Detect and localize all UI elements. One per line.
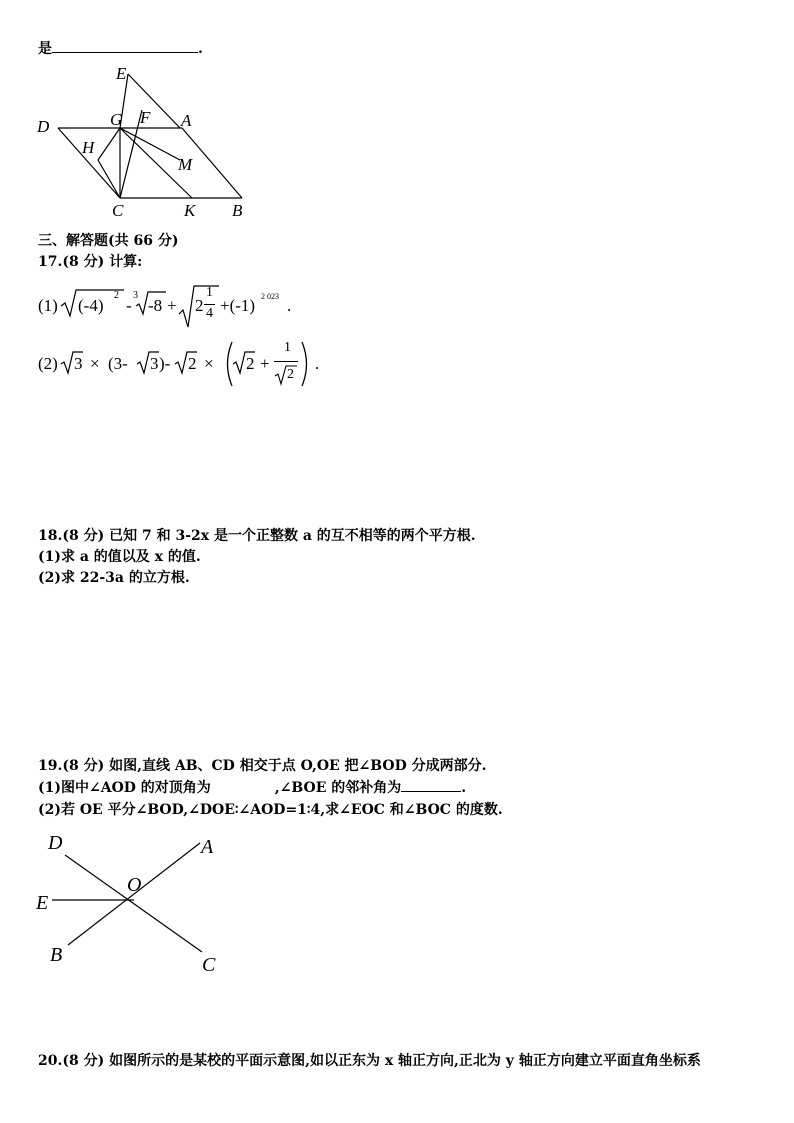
section-3-heading: 三、解答题(共 66 分)	[38, 233, 179, 249]
label-G: G	[110, 110, 123, 129]
q17-1-label: (1)	[38, 296, 58, 315]
q17-1-cbrt-index: 3	[133, 290, 138, 301]
q17-2-frac-num: 1	[284, 340, 291, 355]
q18-part1: (1)求 a 的值以及 x 的值.	[38, 549, 201, 565]
q17-1-root1-exp: 2	[114, 290, 119, 301]
q19-part1-b: ,∠BOE 的邻补角为	[274, 780, 402, 796]
q17-1-cbrt-inner: -8	[148, 296, 163, 315]
label-E: E	[116, 64, 127, 83]
q17-2-sqrt2: 2	[188, 354, 197, 373]
q17-expression-1	[38, 284, 338, 332]
label-M: M	[178, 155, 193, 174]
label-D: D	[48, 832, 63, 854]
q17-1-frac-den: 4	[206, 306, 213, 321]
segment-FC	[120, 110, 142, 198]
segment-GH	[98, 128, 120, 160]
q17-header: 17.(8 分) 计算:	[38, 254, 143, 270]
segment-HC	[98, 160, 120, 198]
q16-answer-line	[38, 38, 203, 58]
q18-part2: (2)求 22-3a 的立方根.	[38, 570, 190, 586]
q17-2-label: (2)	[38, 354, 58, 373]
q16-suffix: .	[198, 41, 203, 57]
q17-1-mixed-whole: 2	[195, 296, 204, 315]
label-F: F	[140, 108, 151, 127]
q17-2-sqrt3: 3	[74, 354, 83, 373]
figure-q19-intersecting-lines	[30, 825, 230, 980]
q17-1-end: .	[287, 296, 292, 315]
q19-part1-end: .	[461, 780, 467, 796]
q17-2-times2: ×	[204, 354, 214, 373]
q17-1-root1-inner: (-4)	[78, 296, 104, 315]
q17-2-sqrt3b: 3	[150, 354, 159, 373]
q17-1-tail-base: +(-1)	[220, 296, 256, 315]
q17-2-close-minus: )-	[159, 354, 171, 373]
q17-1-tail-exp: 2 023	[261, 292, 279, 301]
q17-2-sqrt2b: 2	[246, 354, 255, 373]
q17-1-minus: -	[126, 296, 132, 315]
right-paren	[300, 340, 312, 388]
label-H: H	[82, 138, 95, 157]
q17-2-mid: (3-	[108, 354, 128, 373]
label-D: D	[37, 117, 50, 136]
label-K: K	[184, 201, 196, 220]
q17-2-plus: +	[260, 354, 270, 373]
line-DC	[65, 855, 202, 952]
q16-answer-blank[interactable]	[52, 38, 198, 53]
label-B: B	[50, 944, 63, 966]
q20-header: 20.(8 分) 如图所示的是某校的平面示意图,如以正东为 x 轴正方向,正北为 y 轴正方向建立平面直角坐标系	[38, 1053, 701, 1069]
q16-prefix: 是	[38, 41, 52, 57]
q17-1-frac-num: 1	[206, 285, 213, 300]
q17-1-plus: +	[167, 296, 177, 315]
q17-2-times: ×	[90, 354, 100, 373]
radical-sign-8	[274, 364, 298, 386]
label-E: E	[36, 892, 49, 914]
label-O: O	[127, 874, 142, 896]
q17-1-frac-bar	[204, 304, 215, 305]
segment-EA	[128, 74, 180, 128]
q18-header: 18.(8 分) 已知 7 和 3-2x 是一个正整数 a 的互不相等的两个平方根.	[38, 528, 476, 544]
q17-2-frac-bar	[274, 361, 298, 362]
figure-q16-parallelogram	[30, 60, 260, 225]
q19-part1	[38, 777, 466, 797]
label-A: A	[181, 111, 192, 130]
q17-2-end: .	[315, 354, 320, 373]
q19-header: 19.(8 分) 如图,直线 AB、CD 相交于点 O,OE 把∠BOD 分成两部分.	[38, 758, 487, 774]
q19-blank-2[interactable]	[401, 777, 461, 792]
segment-GM	[120, 128, 180, 160]
label-B: B	[232, 201, 243, 220]
q17-2-frac-den: 2	[287, 367, 294, 382]
label-C: C	[202, 954, 216, 976]
label-C: C	[112, 201, 124, 220]
q19-part1-a: (1)图中∠AOD 的对顶角为	[38, 780, 211, 796]
q19-part2: (2)若 OE 平分∠BOD,∠DOE∶∠AOD=1∶4,求∠EOC 和∠BOC 的度数.	[38, 802, 503, 818]
label-A: A	[201, 836, 214, 858]
q17-expression-2	[38, 340, 338, 390]
